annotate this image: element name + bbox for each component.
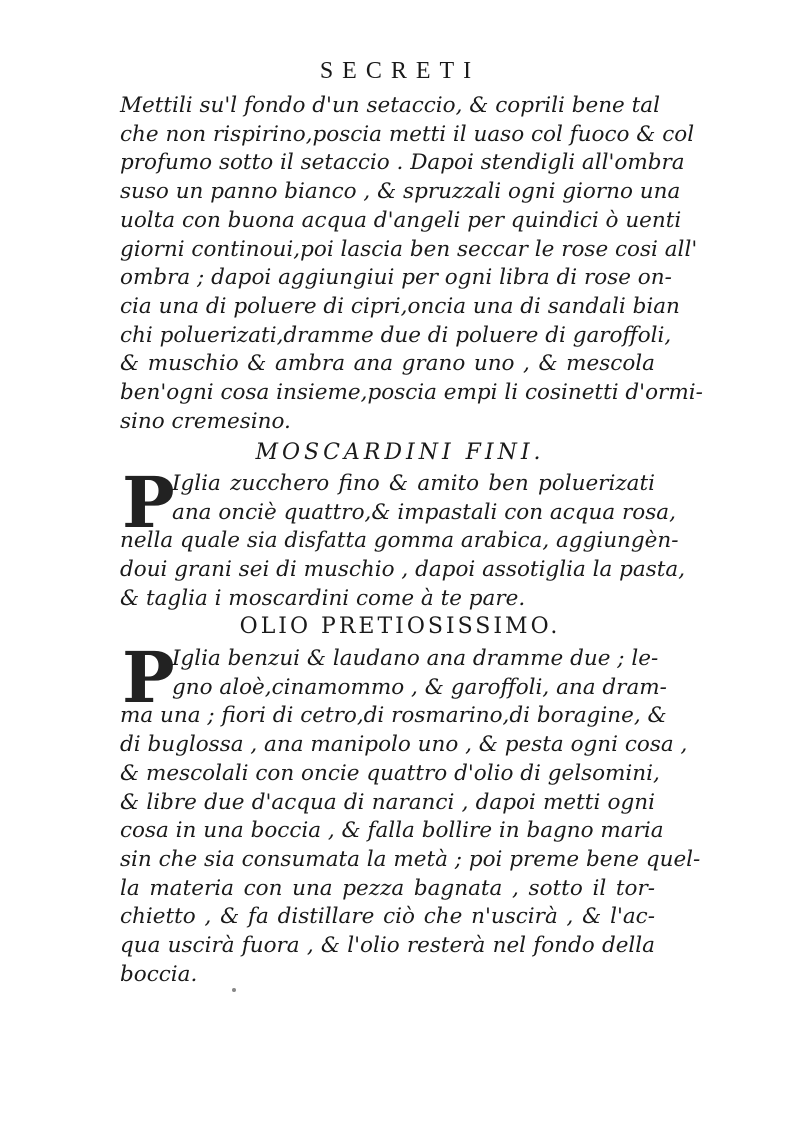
text-line: suso un panno bianco , & spruzzali ogni giorno una	[120, 179, 681, 205]
text-line: cosa in una boccia , & falla bollire in bagno maria	[120, 818, 664, 844]
text-line: ana onciè quattro,& impastali con acqua rosa,	[172, 499, 676, 525]
text-line: uolta con buona acqua d'angeli per quindici ò uenti	[120, 207, 682, 233]
text-line: sino cremesino.	[120, 408, 291, 434]
text-line: profumo sotto il setaccio . Dapoi stendigli all'ombra	[120, 150, 685, 176]
ink-speck	[232, 988, 236, 992]
text-line: giorni continoui,poi lascia ben seccar le rose cosi all'	[120, 236, 698, 262]
text-line: ombra ; dapoi aggiungiui per ogni libra di rose on-	[120, 265, 672, 291]
text-line: Iglia benzui & laudano ana dramme due ; le-	[172, 646, 659, 671]
running-head: SECRETI	[319, 58, 481, 84]
text-line: & taglia i moscardini come à te pare.	[120, 585, 526, 611]
text-line: & libre due d'acqua di naranci , dapoi metti ogni	[120, 789, 655, 815]
paragraph-olio	[120, 636, 701, 989]
paragraph-continuation	[120, 92, 703, 436]
text-line: cia una di poluere di cipri,oncia una di sandali bian	[120, 293, 680, 319]
text-line: che non rispirino,poscia metti il uaso col fuoco & col	[120, 121, 695, 147]
text-line: la materia con una pezza bagnata , sotto il tor-	[120, 875, 655, 901]
text-line: & muschio & ambra ana grano uno , & mescola	[120, 351, 655, 377]
paragraph-moscardini	[120, 461, 686, 614]
drop-cap: P	[122, 461, 175, 544]
text-line: doui grani sei di muschio , dapoi assotiglia la pasta,	[120, 557, 686, 583]
text-line: Mettili su'l fondo d'un setaccio, & coprili bene tal	[120, 93, 660, 118]
text-line: qua uscirà fuora , & l'olio resterà nel fondo della	[120, 933, 655, 959]
text-line: & mescolali con oncie quattro d'olio di gelsomini,	[120, 760, 660, 786]
text-line: ma una ; fiori di cetro,di rosmarino,di boragine, &	[120, 703, 667, 729]
text-line: ben'ogni cosa insieme,poscia empi li cosinetti d'ormi-	[120, 380, 703, 406]
text-line: chi poluerizati,dramme due di poluere di garoffoli,	[120, 322, 672, 348]
section-heading-olio: OLIO PRETIOSISSIMO.	[239, 614, 561, 639]
text-line: nella quale sia disfatta gomma arabica, aggiungèn-	[120, 528, 679, 554]
text-line: Iglia zucchero fino & amito ben poluerizati	[172, 471, 655, 496]
text-line: di buglossa , ana manipolo uno , & pesta ogni cosa ,	[120, 732, 688, 758]
section-heading-moscardini: MOSCARDINI FINI.	[255, 440, 545, 465]
text-line: sin che sia consumata la metà ; poi preme bene quel-	[120, 846, 701, 872]
drop-cap: P	[122, 636, 175, 719]
text-line: chietto , & fa distillare ciò che n'uscirà , & l'ac-	[120, 904, 655, 930]
text-line: gno aloè,cinamommo , & garoffoli, ana dram-	[172, 674, 667, 700]
text-line: boccia.	[120, 961, 198, 987]
